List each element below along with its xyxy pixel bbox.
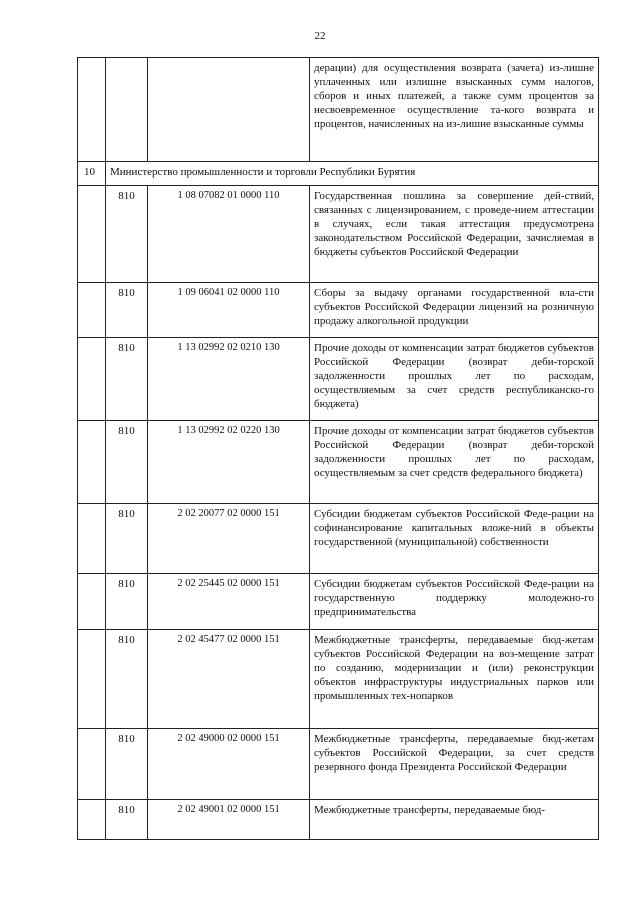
row-empty-cell — [78, 421, 106, 504]
row-kbk-code: 2 02 45477 02 0000 151 — [148, 630, 310, 729]
row-empty-cell — [78, 729, 106, 800]
revenue-administrators-table — [77, 57, 599, 840]
row-admin-code: 810 — [106, 800, 148, 840]
page-number: 22 — [314, 30, 326, 42]
table-body — [78, 58, 599, 840]
section-title: Министерство промышленности и торговли Республики Бурятия — [106, 162, 599, 186]
table-row — [78, 421, 599, 504]
continuation-code-cell — [148, 58, 310, 162]
row-admin-code: 810 — [106, 630, 148, 729]
row-description: Субсидии бюджетам субъектов Российской Феде-рации на софинансирование капитальных вложе-ний в объекты государственной (муниципальной) собственности — [310, 504, 599, 574]
row-kbk-code: 1 08 07082 01 0000 110 — [148, 186, 310, 283]
row-admin-code: 810 — [106, 574, 148, 630]
row-description: Прочие доходы от компенсации затрат бюджетов субъектов Российской Федерации (возврат деби-торской задолженности прошлых лет по расходам, осуществляемым за счет средств федерального бюджета) — [310, 421, 599, 504]
row-admin-code: 810 — [106, 504, 148, 574]
row-empty-cell — [78, 338, 106, 421]
row-empty-cell — [78, 630, 106, 729]
section-row — [78, 162, 599, 186]
table-row — [78, 729, 599, 800]
row-admin-code: 810 — [106, 729, 148, 800]
table-row — [78, 186, 599, 283]
row-kbk-code: 2 02 25445 02 0000 151 — [148, 574, 310, 630]
row-description: Прочие доходы от компенсации затрат бюджетов субъектов Российской Федерации (возврат деби-торской задолженности прошлых лет по расходам, осуществляемым за счет средств республиканско-го бюджета) — [310, 338, 599, 421]
continuation-row — [78, 58, 599, 162]
row-kbk-code: 1 09 06041 02 0000 110 — [148, 283, 310, 338]
continuation-admin-cell — [106, 58, 148, 162]
row-description: Государственная пошлина за совершение дей-ствий, связанных с лицензированием, с проведе-нием аттестации в случаях, если такая аттестация предусмотрена законодательством Российской Федерации, зачисляемая в бюджеты субъектов Российской Федерации — [310, 186, 599, 283]
table-row — [78, 338, 599, 421]
row-admin-code: 810 — [106, 421, 148, 504]
row-description: Субсидии бюджетам субъектов Российской Феде-рации на государственную поддержку молодежно-го предпринимательства — [310, 574, 599, 630]
continuation-text: дерации) для осуществления возврата (зачета) из-лишне уплаченных или излишне взысканных сумм налогов, сборов и иных платежей, а также сумм процентов за несвоевременное осуществление та-кого возврата и процентов, начисленных на из-лишне взысканные суммы — [310, 58, 599, 162]
continuation-num-cell — [78, 58, 106, 162]
row-kbk-code: 1 13 02992 02 0210 130 — [148, 338, 310, 421]
row-admin-code: 810 — [106, 186, 148, 283]
row-admin-code: 810 — [106, 338, 148, 421]
row-kbk-code: 2 02 49001 02 0000 151 — [148, 800, 310, 840]
row-admin-code: 810 — [106, 283, 148, 338]
row-description: Межбюджетные трансферты, передаваемые бюд-жетам субъектов Российской Федерации на воз-мещение затрат по созданию, модернизации и (или) реконструкции объектов инфраструктуры индустриальных парков или промышленных тех-нопарков — [310, 630, 599, 729]
row-empty-cell — [78, 186, 106, 283]
row-description: Межбюджетные трансферты, передаваемые бюд-жетам субъектов Российской Федерации, за счет средств резервного фонда Президента Российской Федерации — [310, 729, 599, 800]
row-empty-cell — [78, 574, 106, 630]
table-row — [78, 283, 599, 338]
row-kbk-code: 1 13 02992 02 0220 130 — [148, 421, 310, 504]
table-row — [78, 574, 599, 630]
row-empty-cell — [78, 283, 106, 338]
row-kbk-code: 2 02 49000 02 0000 151 — [148, 729, 310, 800]
row-empty-cell — [78, 504, 106, 574]
row-kbk-code: 2 02 20077 02 0000 151 — [148, 504, 310, 574]
section-number: 10 — [78, 162, 106, 186]
table-row — [78, 630, 599, 729]
row-description: Межбюджетные трансферты, передаваемые бюд- — [310, 800, 599, 840]
row-description: Сборы за выдачу органами государственной вла-сти субъектов Российской Федерации лицензий на розничную продажу алкогольной продукции — [310, 283, 599, 338]
table-row — [78, 800, 599, 840]
table-row — [78, 504, 599, 574]
row-empty-cell — [78, 800, 106, 840]
